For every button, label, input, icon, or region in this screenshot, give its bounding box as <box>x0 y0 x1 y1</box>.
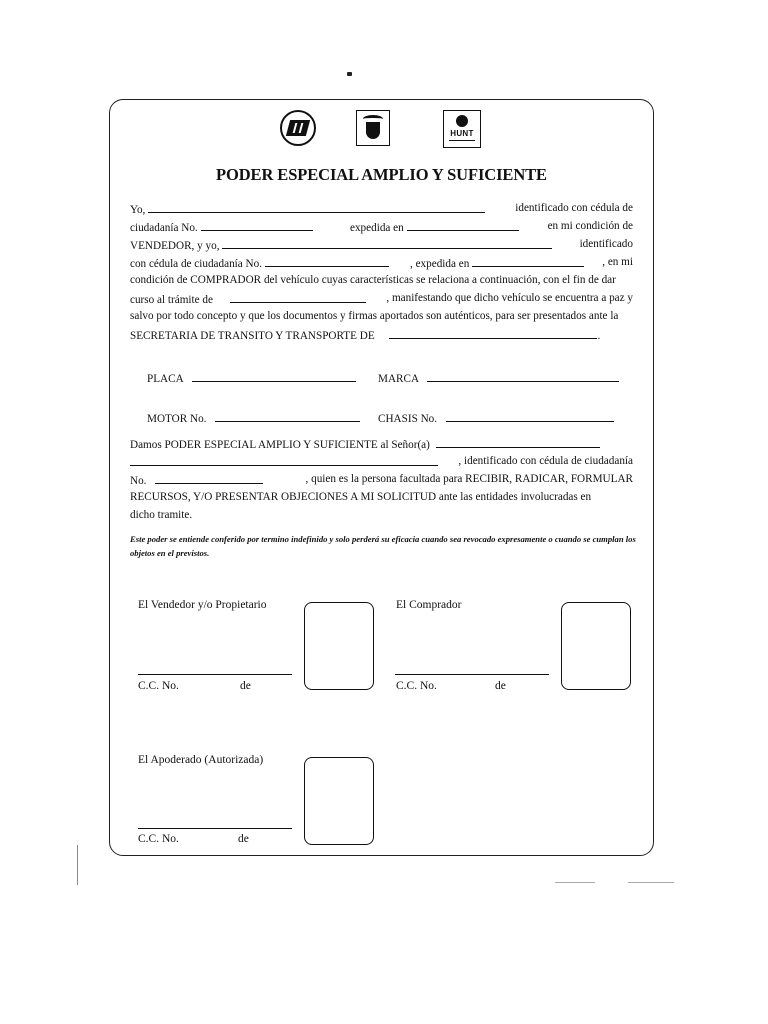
text-ciudadania: ciudadanía No. <box>130 222 198 234</box>
attorney-name-cont-blank[interactable] <box>130 454 438 466</box>
attorney-cc-label: C.C. No. <box>138 833 179 845</box>
attorney-sig-label: El Apoderado (Autorizada) <box>138 754 264 766</box>
body-line-6 <box>130 291 366 307</box>
body-line-2-mid <box>350 219 519 235</box>
grant-line-1 <box>130 436 600 452</box>
text-identificado-3: , identificado con cédula de ciudadanía <box>458 455 633 467</box>
body-line-8 <box>130 327 600 343</box>
scan-mark <box>347 72 352 76</box>
validity-note: Este poder se entiende conferido por termino indefinido y solo perderá su eficacia cuando sea revocado expresamente o cuando se cumplan los objetos en el previstos. <box>130 534 636 558</box>
seller-issued-blank[interactable] <box>407 219 519 231</box>
attorney-fingerprint-box[interactable] <box>304 757 374 845</box>
text-damos-poder: Damos PODER ESPECIAL AMPLIO Y SUFICIENTE al Señor(a) <box>130 439 430 451</box>
scan-edge-line <box>628 882 674 883</box>
logo-mt-icon <box>280 110 316 146</box>
body-line-1 <box>130 201 485 217</box>
text-identificado: identificado con cédula de <box>515 202 633 214</box>
hunt-logo-text: HUNT <box>450 129 474 138</box>
marca-field <box>378 370 619 386</box>
attorney-id-blank[interactable] <box>155 472 263 484</box>
attorney-de-label: de <box>238 833 249 845</box>
seller-sig-line[interactable] <box>138 674 292 675</box>
text-manifestando: , manifestando que dicho vehículo se encuentra a paz y <box>386 292 633 304</box>
chasis-blank[interactable] <box>446 410 614 422</box>
text-secretaria: SECRETARIA DE TRANSITO Y TRANSPORTE DE <box>130 330 375 342</box>
buyer-sig-label: El Comprador <box>396 599 462 611</box>
text-identificado-2: identificado <box>579 238 633 250</box>
placa-blank[interactable] <box>192 370 356 382</box>
text-quien-es: , quien es la persona facultada para RECIBIR, RADICAR, FORMULAR <box>305 473 633 485</box>
text-vendedor: VENDEDOR, y yo, <box>130 240 220 252</box>
marca-blank[interactable] <box>427 370 619 382</box>
grant-line-3 <box>130 472 263 488</box>
text-no: No. <box>130 475 147 487</box>
chasis-label: CHASIS No. <box>378 413 438 425</box>
text-tramite: curso al trámite de <box>130 294 213 306</box>
chasis-field <box>378 410 614 426</box>
body-line-2 <box>130 219 313 235</box>
marca-label: MARCA <box>378 373 419 385</box>
grant-line-2 <box>130 454 438 470</box>
buyer-sig-line[interactable] <box>395 674 549 675</box>
text-expedida: expedida en <box>350 222 404 234</box>
hunt-logo-icon <box>443 110 481 148</box>
scan-edge-line <box>77 845 78 885</box>
seller-fingerprint-box[interactable] <box>304 602 374 690</box>
seller-cc-label: C.C. No. <box>138 680 179 692</box>
buyer-issued-blank[interactable] <box>472 255 584 267</box>
attorney-name-blank[interactable] <box>436 436 600 448</box>
scan-edge-line <box>555 882 595 883</box>
document-title: PODER ESPECIAL AMPLIO Y SUFICIENTE <box>216 165 547 184</box>
colombia-crest-icon <box>356 110 390 146</box>
seller-id-blank[interactable] <box>201 219 313 231</box>
motor-blank[interactable] <box>215 410 360 422</box>
grant-line-4: RECURSOS, Y/O PRESENTAR OBJECIONES A MI SOLICITUD ante las entidades involucradas en <box>130 491 592 503</box>
grant-line-5: dicho tramite. <box>130 509 193 521</box>
transit-office-blank[interactable] <box>389 327 597 339</box>
buyer-name-blank[interactable] <box>222 237 552 249</box>
body-line-3 <box>130 237 552 253</box>
seller-name-blank[interactable] <box>148 201 485 213</box>
body-line-5: condición de COMPRADOR del vehículo cuyas características se relaciona a continuación, con el fin de dar <box>130 274 616 286</box>
motor-label: MOTOR No. <box>147 413 207 425</box>
buyer-cc-label: C.C. No. <box>396 680 437 692</box>
text-cedula: con cédula de ciudadanía No. <box>130 258 263 270</box>
placa-label: PLACA <box>147 373 184 385</box>
body-line-4-mid <box>410 255 584 271</box>
body-line-7: salvo por todo concepto y que los documentos y firmas aportados son auténticos, para ser presentados ante la <box>130 310 619 322</box>
procedure-blank[interactable] <box>230 291 366 303</box>
logo-row <box>110 110 653 152</box>
text-en-mi: , en mi <box>602 256 633 268</box>
buyer-de-label: de <box>495 680 506 692</box>
buyer-id-blank[interactable] <box>265 255 389 267</box>
body-line-4 <box>130 255 389 271</box>
motor-field <box>147 410 360 426</box>
placa-field <box>147 370 356 386</box>
text-expedida-2: , expedida en <box>410 258 470 270</box>
text-condicion: en mi condición de <box>547 220 633 232</box>
attorney-sig-line[interactable] <box>138 828 292 829</box>
document-frame <box>109 99 654 856</box>
seller-sig-label: El Vendedor y/o Propietario <box>138 599 267 611</box>
buyer-fingerprint-box[interactable] <box>561 602 631 690</box>
text-period: . <box>597 330 601 342</box>
text-yo: Yo, <box>130 204 146 216</box>
seller-de-label: de <box>240 680 251 692</box>
